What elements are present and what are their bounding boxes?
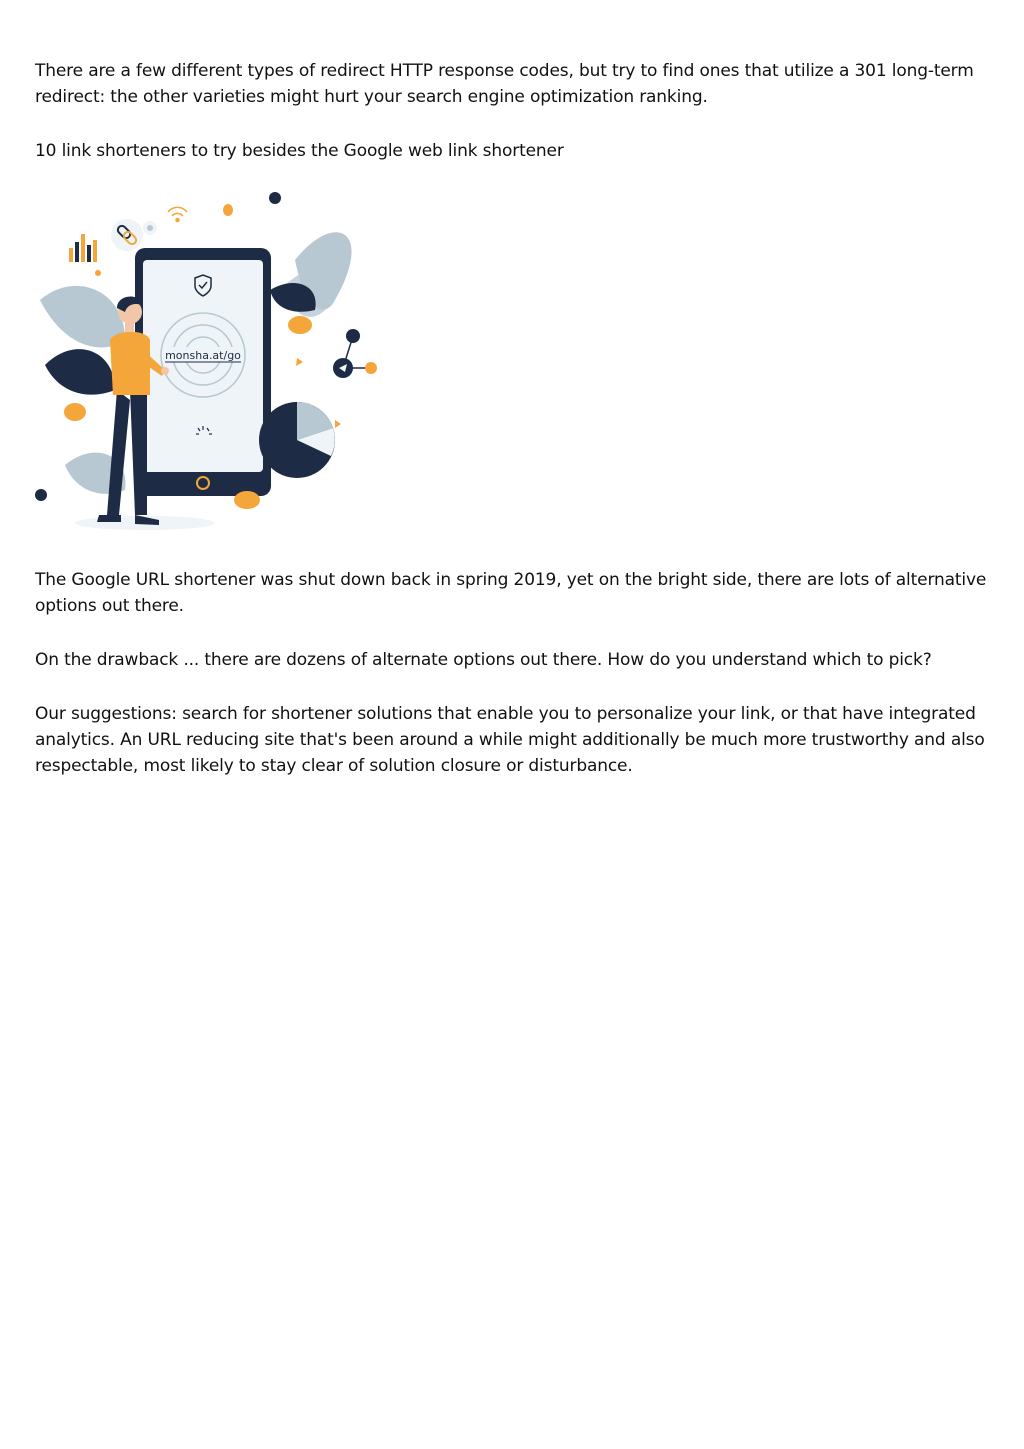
paragraph-suggestions: Our suggestions: search for shortener solutions that enable you to personalize your link, or that have integrated analytics. An URL reducing site that's been around a while might additionally be much more trustworthy and also respectable, most likely to stay clear of solution closure or disturbance. [35, 704, 985, 776]
wifi-icon [168, 207, 187, 221]
document-page [35, 58, 995, 779]
phone-url-label: monsha.at/go [165, 349, 241, 362]
bar-chart-icon [69, 234, 97, 262]
link-shortener-illustration [35, 190, 380, 535]
paragraph-google-shutdown: The Google URL shortener was shut down back in spring 2019, yet on the bright side, there are lots of alternative options out there. [35, 570, 987, 616]
chain-link-icon [111, 219, 157, 251]
paragraph-drawback: On the drawback ... there are dozens of alternate options out there. How do you understand which to pick? [35, 650, 932, 670]
pie-chart-icon [259, 402, 335, 478]
paragraph-list-intro: 10 link shorteners to try besides the Google web link shortener [35, 141, 564, 161]
smartphone [135, 248, 271, 496]
paragraph-redirect-codes: There are a few different types of redirect HTTP response codes, but try to find ones that utilize a 301 long-term redirect: the other varieties might hurt your search engine optimization ranking. [35, 61, 974, 107]
share-network-icon [333, 329, 377, 378]
